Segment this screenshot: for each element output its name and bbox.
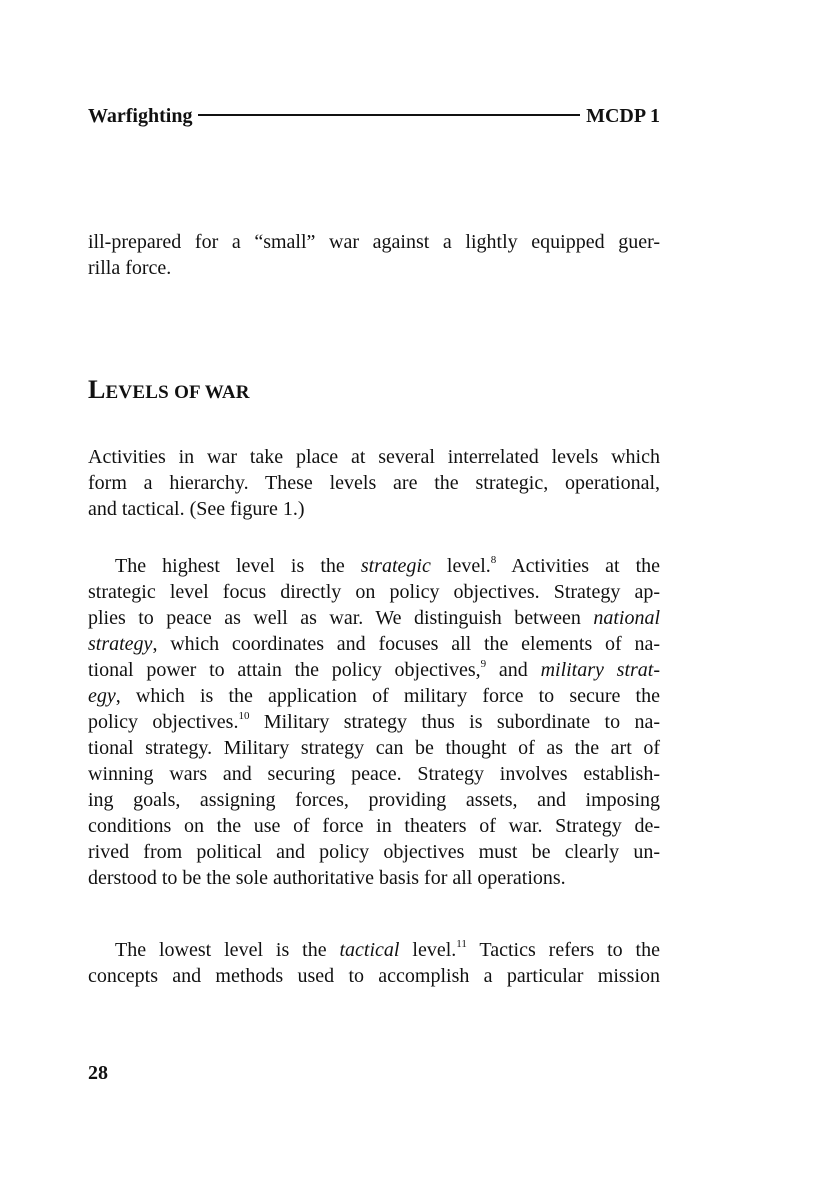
continuation-paragraph xyxy=(88,229,660,281)
paragraph-line: concepts and methods used to accomplish a particular mission xyxy=(88,965,660,987)
paragraph-line: strategy, which coordinates and focuses all the elements of na- xyxy=(88,633,660,655)
header-publication-number: MCDP 1 xyxy=(586,104,660,127)
paragraph-line: form a hierarchy. These levels are the strategic, operational, xyxy=(88,472,660,494)
footnote-ref: 8 xyxy=(490,554,497,566)
paragraph-line: Activities in war take place at several interrelated levels which xyxy=(88,446,660,468)
paragraph-line: plies to peace as well as war. We distinguish between national xyxy=(88,607,660,629)
paragraph-line: and tactical. (See figure 1.) xyxy=(88,498,305,520)
section-heading: LEVELS OF WAR xyxy=(88,375,250,404)
paragraph-line: The highest level is the strategic level.$^8$ Activities at the xyxy=(115,554,661,577)
paragraph-line: rived from political and policy objectives must be clearly un- xyxy=(88,841,660,863)
header-rule xyxy=(198,114,580,116)
paragraph-line: winning wars and securing peace. Strategy involves establish- xyxy=(88,763,660,785)
paragraph-line: tional power to attain the policy objectives,$^9$ and military strat- xyxy=(88,658,661,681)
paragraph-line: conditions on the use of force in theaters of war. Strategy de- xyxy=(88,815,660,837)
paragraph-line: ill-prepared for a “small” war against a lightly equipped guer- xyxy=(88,231,660,253)
tactical-paragraph xyxy=(88,937,660,989)
paragraph-line: tional strategy. Military strategy can be thought of as the art of xyxy=(88,737,660,759)
strategic-paragraph xyxy=(88,553,660,891)
paragraph-line: strategic level focus directly on policy objectives. Strategy ap- xyxy=(88,581,660,603)
header-book-title: Warfighting xyxy=(88,104,193,127)
footnote-ref: 10 xyxy=(238,710,250,722)
footnote-ref: 9 xyxy=(480,658,487,670)
intro-paragraph xyxy=(88,444,660,522)
footnote-ref: 11 xyxy=(456,938,467,950)
paragraph-line: The lowest level is the tactical level.$^{11}$ Tactics refers to the xyxy=(115,938,660,961)
paragraph-line: egy, which is the application of military force to secure the xyxy=(88,685,660,707)
paragraph-line: ing goals, assigning forces, providing assets, and imposing xyxy=(88,789,660,811)
paragraph-line: policy objectives.$^{10}$ Military strategy thus is subordinate to na- xyxy=(88,710,660,733)
running-header xyxy=(88,102,660,130)
paragraph-line: rilla force. xyxy=(88,257,172,279)
page-number: 28 xyxy=(88,1062,108,1084)
paragraph-line: derstood to be the sole authoritative basis for all operations. xyxy=(88,867,566,889)
